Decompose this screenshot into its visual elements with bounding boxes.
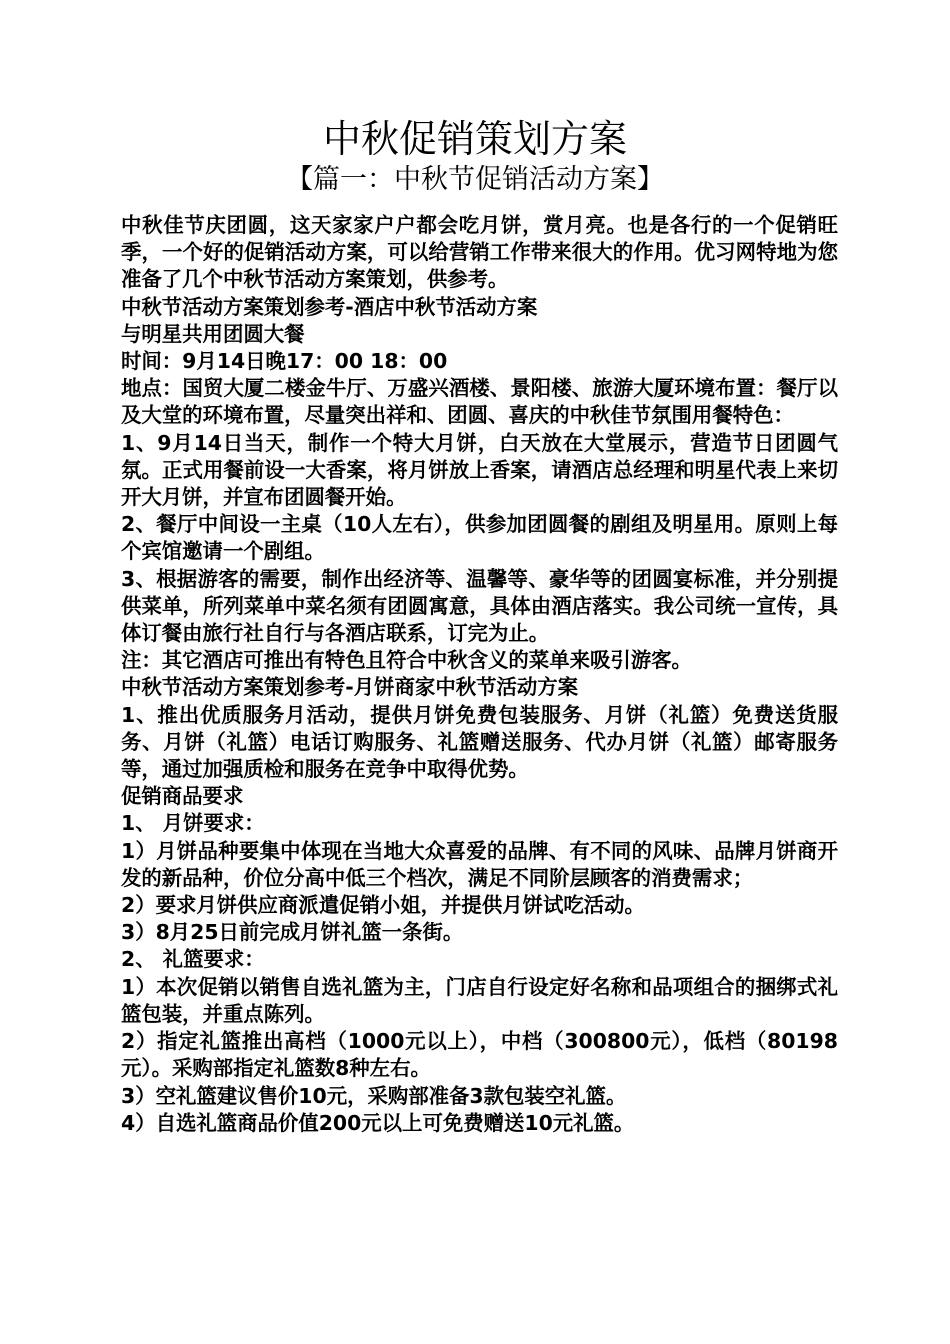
body-paragraph: 1、推出优质服务月活动，提供月饼免费包装服务、月饼（礼篮）免费送货服务、月饼（礼篮）电话订购服务、礼篮赠送服务、代办月饼（礼篮）邮寄服务等，通过加强质检和服务在竞争中取得优势。	[121, 702, 838, 782]
body-paragraph: 2、餐厅中间设一主桌（10人左右），供参加团圆餐的剧组及明星用。原则上每个宾馆邀请一个剧组。	[121, 512, 838, 564]
body-paragraph: 地点：国贸大厦二楼金牛厅、万盛兴酒楼、景阳楼、旅游大厦环境布置：餐厅以及大堂的环境布置，尽量突出祥和、团圆、喜庆的中秋佳节氛围用餐特色：	[121, 376, 838, 428]
document-title: 中秋促销策划方案	[322, 117, 627, 161]
document-subtitle: 【篇一：中秋节促销活动方案】	[286, 164, 664, 195]
body-paragraph: 3）空礼篮建议售价10元，采购部准备3款包装空礼篮。	[121, 1083, 627, 1108]
body-paragraph: 注：其它酒店可推出有特色且符合中秋含义的菜单来吸引游客。	[121, 648, 692, 673]
body-paragraph: 促销商品要求	[121, 784, 244, 809]
body-paragraph: 与明星共用团圆大餐	[121, 321, 305, 346]
body-paragraph: 1）本次促销以销售自选礼篮为主，门店自行设定好名称和品项组合的捆绑式礼篮包装，并重点陈列。	[121, 974, 838, 1026]
body-paragraph: 1）月饼品种要集中体现在当地大众喜爱的品牌、有不同的风味、品牌月饼商开发的新品种，价位分高中低三个档次，满足不同阶层顾客的消费需求；	[121, 838, 838, 890]
body-paragraph: 1、 月饼要求：	[121, 811, 265, 836]
body-paragraph: 中秋节活动方案策划参考-月饼商家中秋节活动方案	[121, 675, 579, 700]
body-paragraph: 2）指定礼篮推出高档（1000元以上），中档（300800元），低档（80198元）。采购部指定礼篮数8种左右。	[121, 1029, 838, 1081]
body-paragraph: 3）8月25日前完成月饼礼篮一条街。	[121, 920, 464, 945]
body-paragraph: 中秋佳节庆团圆，这天家家户户都会吃月饼，赏月亮。也是各行的一个促销旺季，一个好的促销活动方案，可以给营销工作带来很大的作用。优习网特地为您准备了几个中秋节活动方案策划，供参考。	[121, 213, 838, 292]
body-paragraph: 时间：9月14日晚17：00 18：00	[121, 349, 448, 374]
document-body	[113, 212, 838, 1137]
body-paragraph: 2、 礼篮要求：	[121, 947, 265, 972]
body-paragraph: 中秋节活动方案策划参考-酒店中秋节活动方案	[121, 294, 538, 319]
body-paragraph: 1、9月14日当天，制作一个特大月饼，白天放在大堂展示，营造节日团圆气氛。正式用餐前设一大香案，将月饼放上香案，请酒店总经理和明星代表上来切开大月饼，并宣布团圆餐开始。	[121, 430, 838, 510]
body-paragraph: 4）自选礼篮商品价值200元以上可免费赠送10元礼篮。	[121, 1110, 635, 1135]
body-paragraph: 3、根据游客的需要，制作出经济等、温馨等、豪华等的团圆宴标准，并分别提供菜单，所列菜单中菜名须有团圆寓意，具体由酒店落实。我公司统一宣传，具体订餐由旅行社自行与各酒店联系，订完为止。	[121, 566, 838, 646]
body-paragraph: 2）要求月饼供应商派遣促销小姐，并提供月饼试吃活动。	[121, 893, 645, 918]
